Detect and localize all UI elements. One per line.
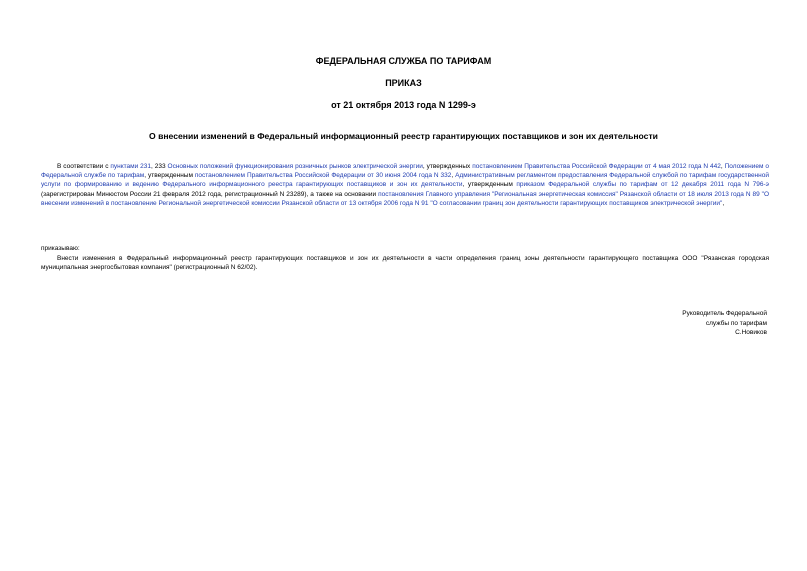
signature-block <box>567 309 767 338</box>
order-word: приказываю: <box>41 245 80 252</box>
agency-title: ФЕДЕРАЛЬНАЯ СЛУЖБА ПО ТАРИФАМ <box>315 56 492 66</box>
preamble-text: , <box>451 172 456 180</box>
preamble-text: , <box>722 199 725 207</box>
link-fst-regulation[interactable]: Положением о Федеральной службе по тарифам <box>41 163 769 180</box>
link-government-decree-332[interactable]: постановлением Правительства Российской Федерации от 30 июня 2004 года N 332 <box>194 172 452 180</box>
link-administrative-regulation[interactable]: Административным регламентом предоставления Федеральной службой по тарифам государственной услуги по формированию и ведению Федерального информационного реестра гарантирующих поставщиков и зон их деятельности <box>41 172 769 189</box>
link-government-decree-442[interactable]: постановлением Правительства Российской Федерации от 4 мая 2012 года N 442 <box>472 163 721 170</box>
link-clauses-231[interactable]: пунктами 231 <box>110 163 152 170</box>
preamble-text: (зарегистрирован Минюстом России 21 февраля 2012 года, регистрационный N 23289), а также на основании <box>41 190 379 198</box>
signature-position-line2: службы по тарифам <box>705 319 767 327</box>
preamble-text: , 233 <box>151 163 168 170</box>
preamble-text: В соответствии с <box>57 163 111 170</box>
link-ryazan-rek-decree-89[interactable]: постановления Главного управления "Региональная энергетическая комиссия" Рязанской области от 18 июля 2013 года N 89 "О внесении изменений в постановление Региональной энергетической комиссии Рязанской области от 13 октября 2006 года N 91 "О согласовании границ зон деятельности гарантирующих поставщиков электрической энергии" <box>41 190 769 207</box>
preamble-paragraph <box>41 162 769 208</box>
document-date-number: от 21 октября 2013 года N 1299-э <box>331 100 476 110</box>
signature-position-line1: Руководитель Федеральной <box>682 310 767 317</box>
preamble-text: , утвержденным <box>144 172 195 180</box>
link-fst-order-796[interactable]: приказом Федеральной службы по тарифам от 12 декабря 2011 года N 796-э <box>516 181 769 189</box>
order-paragraph: Внести изменения в Федеральный информационный реестр гарантирующих поставщиков и зон их деятельности в части определения границ зоны деятельности гарантирующего поставщика ООО "Рязанская городская муниципальная энергосбытовая компания" (регистрационный N 62/02). <box>41 255 769 272</box>
signature-name: С.Новиков <box>735 329 767 336</box>
preamble-text: , утвержденным <box>462 181 517 189</box>
document-subject: О внесении изменений в Федеральный информационный реестр гарантирующих поставщиков и зон их деятельности <box>149 131 658 141</box>
link-basic-provisions[interactable]: Основных положений функционирования розничных рынков электрической энергии <box>167 163 423 170</box>
document-type: ПРИКАЗ <box>385 78 422 88</box>
preamble-text: , <box>720 163 725 170</box>
preamble-text: , утвержденных <box>422 163 473 170</box>
